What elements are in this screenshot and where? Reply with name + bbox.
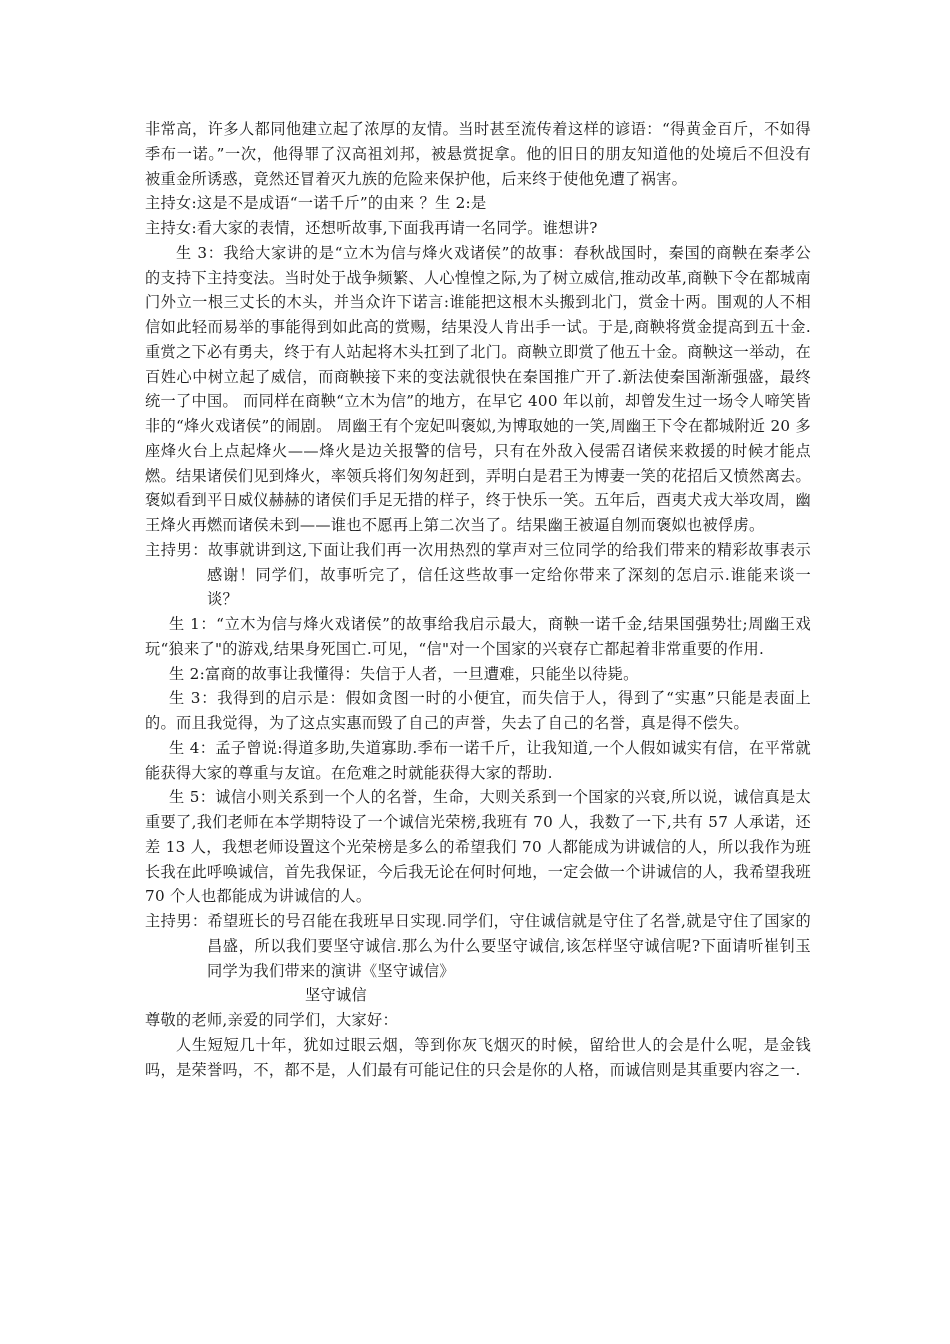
paragraph-student1-reflection: 生 1：“立木为信与烽火戏诸侯”的故事给我启示最大，商鞅一诺千金,结果国强势壮;周幽王戏玩“狼来了"的游戏,结果身死国亡.可见，“信"对一个国家的兴衰存亡都起着非常重要的作用.	[145, 615, 811, 658]
paragraph-student3-story: 生 3：我给大家讲的是“立木为信与烽火戏诸侯”的故事：春秋战国时，秦国的商鞅在秦孝公的支持下主持变法。当时处于战争频繁、人心惶惶之际,为了树立威信,推动改革,商鞅下令在都城南门外立一根三丈长的木头，并当众许下诺言:谁能把这根木头搬到北门，赏金十两。围观的人不相信如此轻而易举的事能得到如此高的赏赐，结果没人肯出手一试。于是,商鞅将赏金提高到五十金.重赏之下必有勇夫，终于有人站起将木头扛到了北门。商鞅立即赏了他五十金。商鞅这一举动，在百姓心中树立起了威信，而商鞅接下来的变法就很快在秦国推广开了.新法使秦国渐渐强盛，最终统一了中国。 而同样在商鞅“立木为信”的地方，在早它 400 年以前，却曾发生过一场令人啼笑皆非的“烽火戏诸侯”的闹剧。 周幽王有个宠妃叫褒姒,为博取她的一笑,周幽王下令在都城附近 20 多座烽火台上点起烽火——烽火是边关报警的信号，只有在外敌入侵需召诸侯来救援的时候才能点燃。结果诸侯们见到烽火，率领兵将们匆匆赶到，弄明白是君王为博妻一笑的花招后又愤然离去。褒姒看到平日威仪赫赫的诸侯们手足无措的样子，终于快乐一笑。五年后，酉夷犬戎大举攻周，幽王烽火再燃而诸侯未到——谁也不愿再上第二次当了。结果幽王被逼自刎而褒姒也被俘虏。	[145, 243, 811, 534]
speech-title: 坚守诚信	[305, 986, 367, 1005]
paragraph-student5-reflection: 生 5：诚信小则关系到一个人的名誉，生命，大则关系到一个国家的兴衰,所以说，诚信真是太重要了,我们老师在本学期特设了一个诚信光荣榜,我班有 70 人，我数了一下,共有 57 人承诺，还差 13 人，我想老师设置这个光荣榜是多么的希望我们 70 人都能成为讲诚信的人，所以我作为班长我在此呼唤诚信，首先我保证，今后我无论在何时何地，一定会做一个讲诚信的人，我希望我班 70 个人也都能成为讲诚信的人。	[145, 788, 811, 906]
paragraph-student4-reflection: 生 4：孟子曾说:得道多助,失道寡助.季布一诺千斤，让我知道,一个人假如诚实有信，在平常就能获得大家的尊重与友谊。在危难之时就能获得大家的帮助.	[145, 738, 811, 782]
document-body	[145, 117, 811, 1082]
paragraph-student3-reflection: 生 3：我得到的启示是：假如贪图一时的小便宜，而失信于人，得到了“实惠”只能是表面上的。而且我觉得，为了这点实惠而毁了自己的声誉，失去了自己的名誉，真是得不偿失。	[145, 689, 811, 732]
speech-opening-paragraph: 人生短短几十年，犹如过眼云烟，等到你灰飞烟灭的时候，留给世人的会是什么呢，是金钱吗，是荣誉吗，不，都不是，人们最有可能记住的只会是你的人格，而诚信则是其重要内容之一.	[145, 1035, 811, 1079]
paragraph-host-female-invite: 主持女:看大家的表情，还想听故事,下面我再请一名同学。谁想讲?	[145, 219, 598, 237]
paragraph-student2-reflection: 生 2:富商的故事让我懂得：失信于人者，一旦遭难，只能坐以待毙。	[169, 664, 639, 683]
speech-greeting: 尊敬的老师,亲爱的同学们，大家好：	[145, 1011, 398, 1029]
paragraph-jibu-story-end: 非常高，许多人都同他建立起了浓厚的友情。当时甚至流传着这样的谚语：“得黄金百斤，不如得季布一诺。”一次，他得罪了汉高祖刘邦，被悬赏捉拿。他的旧日的朋友知道他的处境后不但没有被重金所诱惑，竟然还冒着灭九族的危险来保护他，后来终于使他免遭了祸害。	[145, 120, 811, 188]
paragraph-host-male-speech-intro: 主持男：希望班长的号召能在我班早日实现.同学们，守住诚信就是守住了名誉,就是守住了国家的昌盛，所以我们要坚守诚信.那么为什么要坚守诚信,该怎样坚守诚信呢?下面请听崔钊玉同学为我们带来的演讲《坚守诚信》	[145, 912, 811, 980]
paragraph-host-female-question: 主持女:这是不是成语“一诺千斤”的由来 ？生 2:是	[145, 194, 487, 213]
paragraph-host-male-thanks: 主持男：故事就讲到这,下面让我们再一次用热烈的掌声对三位同学的给我们带来的精彩故事表示感谢！同学们，故事听完了，信任这些故事一定给你带来了深刻的怎启示.谁能来谈一谈？	[145, 540, 811, 609]
